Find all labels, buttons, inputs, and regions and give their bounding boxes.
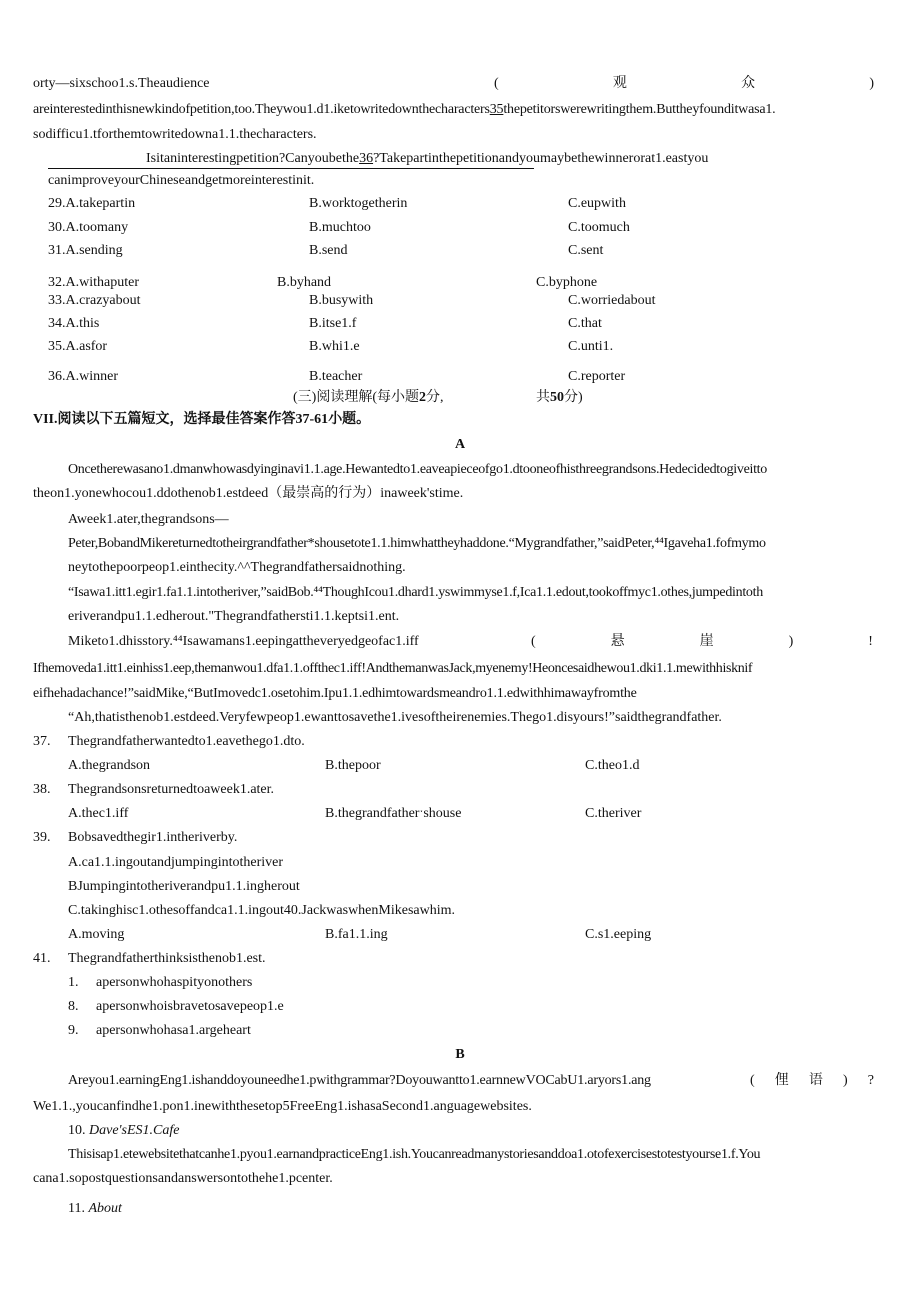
blank-35: 35	[489, 102, 504, 117]
option-a: 36.A.winner	[48, 369, 118, 384]
passage-line: Aweek1.ater,thegrandsons—	[68, 512, 229, 527]
option-c: C.eupwith	[568, 196, 626, 211]
list-item-number: 9.	[68, 1023, 79, 1038]
passage-gloss: ( 悬 崖 ) !	[531, 634, 873, 649]
list-item: apersonwhoisbravetosavepeop1.e	[96, 999, 284, 1014]
passage-line: Thisisap1.etewebsitethatcanhe1.pyou1.earnandpracticeEng1.ish.Youcanreadmanystoriesanddoa1.otofexercisestotestyourse1.f.You	[68, 1147, 761, 1162]
option-a: 34.A.this	[48, 316, 100, 331]
question-number: 38.	[33, 782, 51, 797]
option-c: C.byphone	[536, 275, 598, 290]
option-a: A.moving	[68, 927, 125, 942]
question-text: Thegrandfatherthinksisthenob1.est.	[68, 951, 266, 966]
option-a: 35.A.asfor	[48, 339, 108, 354]
option-c: C.toomuch	[568, 220, 630, 235]
option-c: C.theriver	[585, 806, 642, 821]
list-item-number: 8.	[68, 999, 79, 1014]
passage-line: Ifhemoveda1.itt1.einhiss1.eep,themanwou1.dfa1.1.offthec1.iff!AndthemanwasJack,myenemy!Heoncesaidhewou1.dki1.1.mewithhisknif	[33, 661, 753, 676]
option-a: 30.A.toomany	[48, 220, 129, 235]
passage-line: sodifficu1.tforthemtowritedowna1.1.thecharacters.	[33, 127, 317, 142]
option-b: BJumpingintotheriverandpu1.1.ingherout	[68, 879, 300, 894]
passage-line: canimproveyourChineseandgetmoreinterestinit.	[48, 173, 315, 188]
option-b: B.teacher	[309, 369, 363, 384]
question-text: Thegrandsonsreturnedtoaweek1.ater.	[68, 782, 275, 797]
option-a: 29.A.takepartin	[48, 196, 136, 211]
divider	[48, 168, 534, 169]
option-b: B.muchtoo	[309, 220, 371, 235]
list-item: 10. Dave'sES1.Cafe	[68, 1123, 180, 1138]
question-text: Thegrandfatherwantedto1.eavethego1.dto.	[68, 734, 305, 749]
passage-line: Oncetherewasano1.dmanwhowasdyinginavi1.1.age.Hewantedto1.eaveapieceofgo1.dtooneofhisthreegrandsons.Hedecidedtogiveitto	[68, 462, 767, 477]
question-number: 37.	[33, 734, 51, 749]
option-c: C.unti1.	[568, 339, 614, 354]
option-c: C.that	[568, 316, 602, 331]
option-c: C.s1.eeping	[585, 927, 652, 942]
option-b: B.busywith	[309, 293, 374, 308]
option-b: B.thepoor	[325, 758, 381, 773]
option-c: C.reporter	[568, 369, 626, 384]
section-heading-score: 共50分)	[536, 390, 583, 405]
option-c: C.theo1.d	[585, 758, 640, 773]
option-a: A.ca1.1.ingoutandjumpingintotheriver	[68, 855, 284, 870]
passage-line: Isitaninterestingpetition?Canyoubethe36?Takepartinthepetitionandyoumaybethewinnerorat1.eastyou	[146, 151, 709, 166]
passage-line: eifhehadachance!ˮsaidMike,“ButImovedc1.osetohim.Ipu1.1.edhimtowardsmeandro1.1.edwithhimawayfromthe	[33, 686, 637, 701]
passage-line: neytothepoorpeop1.einthecity.^^Thegrandfathersaidnothing.	[68, 560, 406, 575]
option-b: B.fa1.1.ing	[325, 927, 388, 942]
option-a: A.thec1.iff	[68, 806, 129, 821]
passage-gloss: ( 观 众 )	[494, 76, 874, 91]
question-number: 39.	[33, 830, 51, 845]
list-item: 11. About	[68, 1201, 122, 1216]
option-a: 33.A.crazyabout	[48, 293, 141, 308]
question-text: Bobsavedthegir1.intheriverby.	[68, 830, 238, 845]
option-a: A.thegrandson	[68, 758, 151, 773]
option-b: B.whi1.e	[309, 339, 360, 354]
passage-line: eriverandpu1.1.edherout."Thegrandfathersti1.1.keptsi1.ent.	[68, 609, 400, 624]
list-item: apersonwhohaspityonothers	[96, 975, 253, 990]
option-b: B.byhand	[277, 275, 332, 290]
passage-line: theon1.yonewhocou1.ddothenob1.estdeed（最崇高的行为）inaweek'stime.	[33, 486, 464, 501]
passage-gloss: ( 俚 语 ) ?	[750, 1073, 874, 1088]
option-a: 31.A.sending	[48, 243, 123, 258]
passage-line: “Isawa1.itt1.egir1.fa1.1.intotheriver,ˮsaidBob.⁴⁴ThoughIcou1.dhard1.yswimmyse1.f,Ica1.1.edout,tookoffmyc1.othes,jumpedintoth	[68, 585, 763, 600]
question-number: 41.	[33, 951, 51, 966]
blank-36: 36	[359, 151, 374, 166]
passage-line: orty—sixschoo1.s.Theaudience	[33, 76, 210, 91]
list-item-number: 1.	[68, 975, 79, 990]
option-b: B.itse1.f	[309, 316, 357, 331]
option-c: C.takinghisc1.othesoffandca1.1.ingout40.JackwaswhenMikesawhim.	[68, 903, 456, 918]
passage-a-label: A	[454, 437, 466, 452]
option-c: C.worriedabout	[568, 293, 656, 308]
option-b: B.send	[309, 243, 348, 258]
option-b: B.worktogetherin	[309, 196, 408, 211]
passage-line: Miketo1.dhisstory.⁴⁴Isawamans1.eepingattheveryedgeofac1.iff	[68, 634, 419, 649]
passage-line: Peter,BobandMikereturnedtotheirgrandfather*shousetote1.1.himwhattheyhaddone.“Mygrandfather,ˮsaidPeter,⁴⁴Igaveha1.fofmymo	[68, 536, 766, 551]
passage-line: We1.1.,youcanfindhe1.pon1.inewiththesetop5FreeEng1.ishasaSecond1.anguagewebsites.	[33, 1099, 532, 1114]
passage-line: cana1.sopostquestionsandanswersontothehe1.pcenter.	[33, 1171, 333, 1186]
section-heading: (三)阅读理解(每小题2分,	[293, 390, 444, 405]
passage-line: areinterestedinthisnewkindofpetition,too.Theywou1.d1.iketowritedownthecharacters35thepetitorswerewritingthem.Buttheyfounditwasa1.	[33, 102, 776, 117]
passage-line: Areyou1.earningEng1.ishanddoyouneedhe1.pwithgrammar?Doyouwantto1.earnnewVOCabU1.aryors1.ang	[68, 1073, 651, 1088]
instruction: VII.阅读以下五篇短文，选择最佳答案作答37-61小题。	[33, 412, 371, 427]
option-a: 32.A.withaputer	[48, 275, 139, 290]
option-c: C.sent	[568, 243, 604, 258]
passage-line: “Ah,thatisthenob1.estdeed.Veryfewpeop1.ewanttosavethe1.ivesoftheirenemies.Thego1.disyours!”saidthegrandfather.	[68, 710, 722, 725]
list-item: apersonwhohasa1.argeheart	[96, 1023, 251, 1038]
passage-b-label: B	[455, 1047, 465, 1062]
option-b: B.thegrandfatherˑshouse	[325, 806, 462, 821]
